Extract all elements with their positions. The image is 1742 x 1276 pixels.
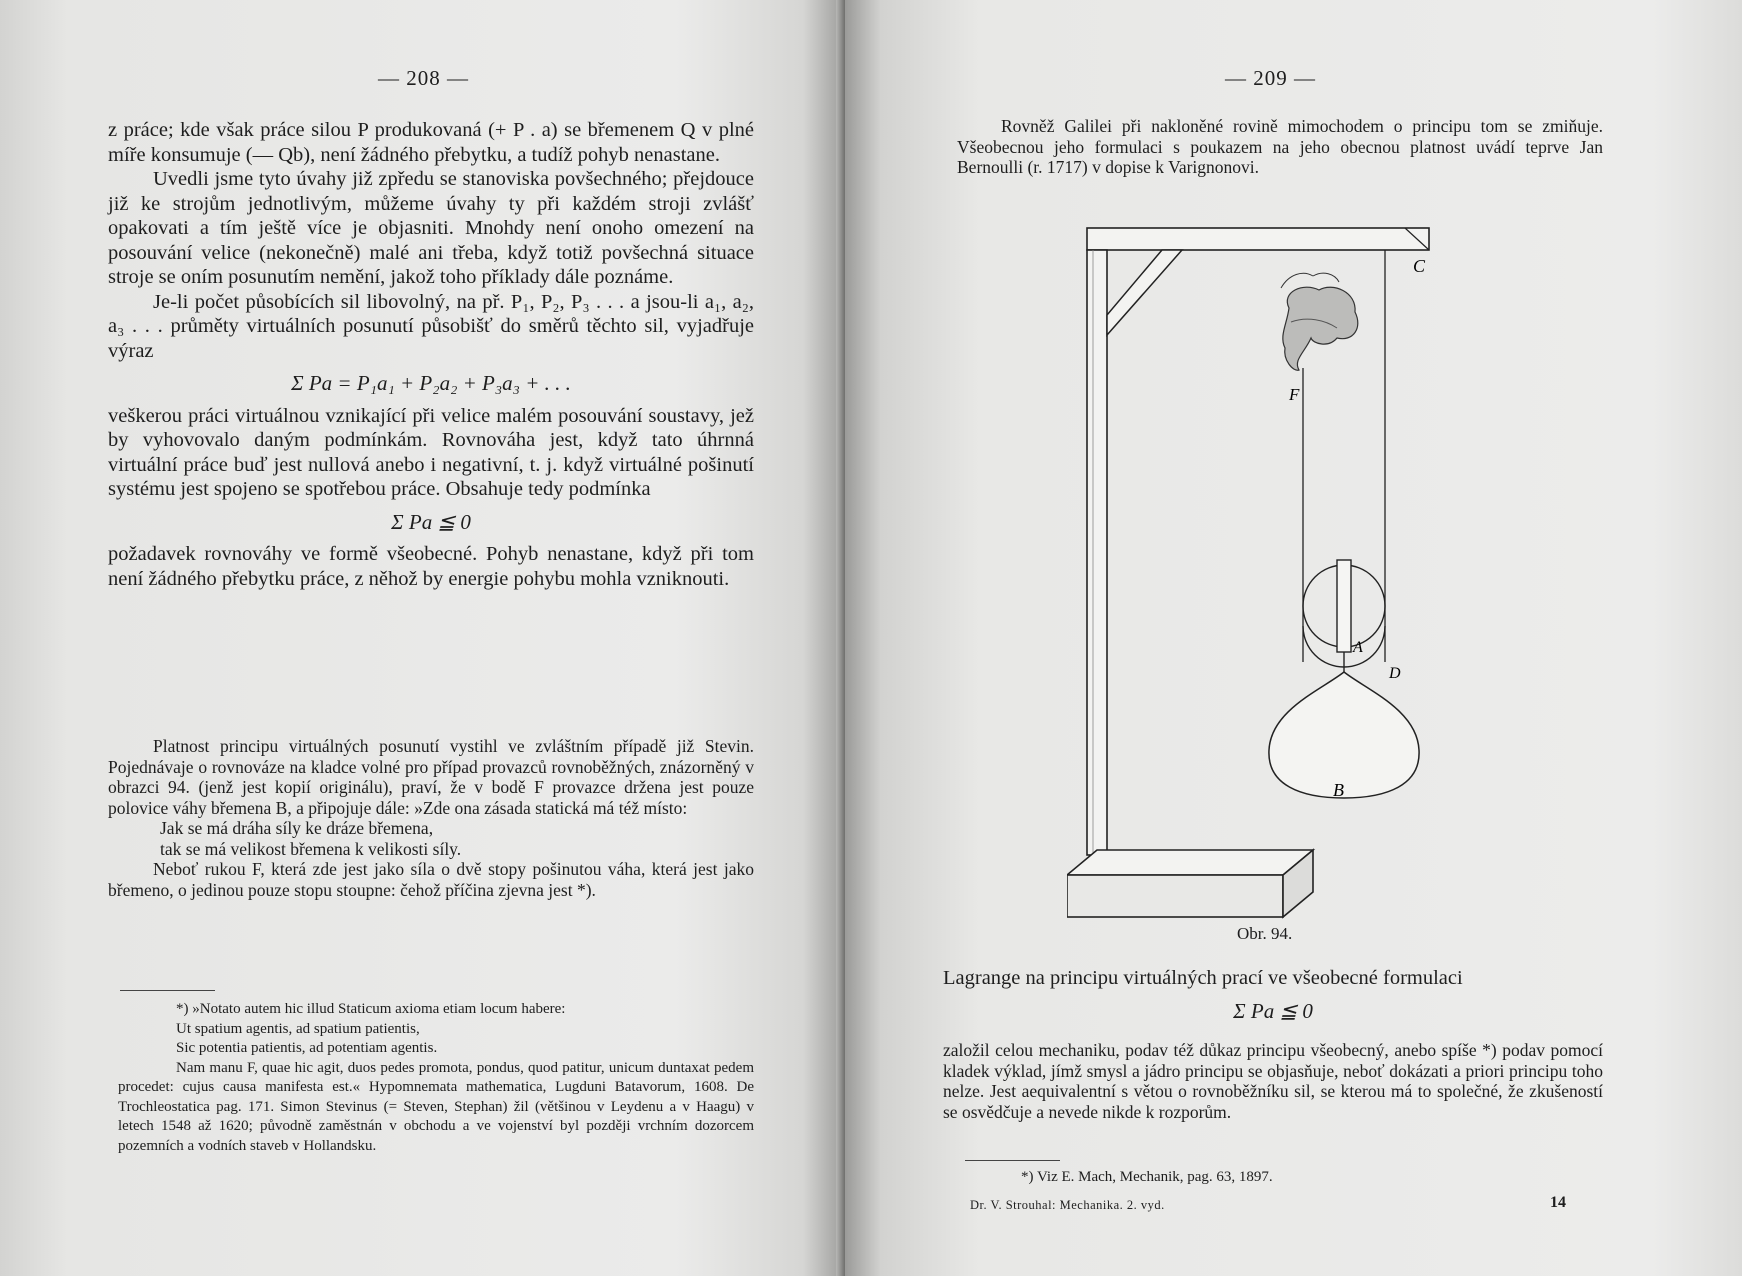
- base-block-front: [1067, 875, 1283, 917]
- footnote-rule: [120, 990, 215, 991]
- footnote-line: *) »Notato autem hic illud Staticum axioma etiam locum habere:: [176, 1001, 566, 1017]
- label-c: C: [1413, 256, 1426, 276]
- paragraph: Neboť rukou F, která zde jest jako síla o dvě stopy pošinutou váha, která jest jako břemeno, o jedinou pouze stopu stoupne: čehož příčina zjevna jest *).: [108, 859, 754, 900]
- footnote-line: Ut spatium agentis, ad spatium patientis,: [176, 1020, 420, 1037]
- label-d: D: [1389, 665, 1401, 682]
- right-footnote: *) Viz E. Mach, Mechanik, pag. 63, 1897.: [1021, 1169, 1273, 1185]
- paragraph: Je-li počet působících sil libovolný, na př. P₁, P₂, P₃ . . . a jsou-li a₁, a₂, a₃ . . . průměty virtuálních posunutí působišť do směrů těchto sil, vyjadřuje výraz: [108, 290, 754, 362]
- paragraph: z práce; kde však práce silou P produkovaná (+ P . a) se břemenem Q v plné míře konsumuje (— Qb), není žádného přebytku, a tudíž pohyb nenastane.: [108, 119, 754, 166]
- label-b: B: [1333, 780, 1344, 800]
- left-page-small-text: [108, 736, 754, 900]
- left-page: [0, 0, 845, 1276]
- verse-line: Jak se má dráha síly ke dráze břemena,: [160, 818, 434, 838]
- gallows-post: [1087, 250, 1107, 855]
- base-block-top: [1067, 850, 1313, 875]
- footnote-rule: [965, 1160, 1060, 1161]
- pulley-strap: [1337, 560, 1351, 652]
- right-page-body: [943, 966, 1603, 1029]
- imprint-line: Dr. V. Strouhal: Mechanika. 2. vyd.: [970, 1198, 1165, 1212]
- verse-line: tak se má velikost břemena k velikosti síly.: [160, 838, 462, 859]
- paragraph: Uvedli jsme tyto úvahy již zpředu se stanoviska povšechného; přejdouce již ke strojům jednotlivým, můžeme úvahy ty při každém stroji zvlášť opakovati a tím ještě více je objasniti. Mnohdy není onoho omezení na posouvání velice (nekonečně) malé ani třeba, když totiž povšechná situace stroje se oním posunutím nemění, jakož toho příklady dále poznáme.: [108, 168, 754, 288]
- paragraph: veškerou práci virtuálnou vznikající při velice malém posouvání soustavy, jež by vyhovovalo daným podmínkám. Rovnováha jest, když tato úhrnná virtuální práce buď jest nullová anebo i negativní, t. j. když virtuálné pošinutí systému jest spojeno se spotřebou práce. Obsahuje tedy podmínka: [108, 404, 754, 500]
- gallows-top-beam: [1087, 228, 1429, 250]
- figure-94-pulley: [1067, 220, 1487, 920]
- paragraph: Platnost principu virtuálných posunutí vystihl ve zvláštním případě již Stevin. Pojednávaje o rovnováze na kladce volné pro případ provazců rovnoběžných, znázorněný v obrazci 94. (jenž jest kopií originálu), praví, že v bodě F provazce držena jest pouze polovice váhy břemena B, a připojuje dále: »Zde ona zásada statická má též místo:: [108, 736, 754, 818]
- right-page-paragraph: založil celou mechaniku, podav též důkaz principu všeobecný, anebo spíše *) podav pomocí kladek výklad, jímž smysl a jádro principu se objasňuje, neboť dokázati a priori principu toho nelze. Jest aequivalentní s větou o rovnoběžníku sil, se kterou má to společné, že zkušeností se osvědčuje a nevede nikde k rozporům.: [943, 1040, 1603, 1122]
- diagonal-brace: [1107, 250, 1182, 335]
- weight-bag: [1269, 672, 1419, 798]
- formula-lagrange: Σ Pa ≦ 0: [1233, 998, 1313, 1023]
- page-number-right: — 209 —: [1225, 66, 1316, 90]
- formula-equilibrium-condition: Σ Pa ≦ 0: [391, 509, 471, 534]
- left-page-body: [108, 118, 754, 591]
- sheet-number: 14: [1550, 1194, 1566, 1211]
- page-number-left: — 208 —: [378, 66, 469, 90]
- label-a: A: [1353, 639, 1363, 656]
- figure-caption: Obr. 94.: [1237, 924, 1293, 943]
- paragraph: Lagrange na principu virtuálných prací ve všeobecné formulaci: [943, 967, 1463, 989]
- intro-paragraph: Rovněž Galilei při nakloněné rovině mimochodem o principu tom se zmiňuje. Všeobecnou jeho formulaci s poukazem na jeho obecnou platnost uvádí teprve Jan Bernoulli (r. 1717) v dopise k Varignonovi.: [957, 116, 1603, 177]
- left-footnote: [118, 1000, 754, 1156]
- right-page: [845, 0, 1742, 1276]
- paragraph: požadavek rovnováhy ve formě všeobecné. Pohyb nenastane, když při tom není žádného přebytku práce, z něhož by energie pohybu mohla vzniknouti.: [108, 543, 754, 590]
- formula-virtual-work-sum: Σ Pa = P₁a₁ + P₂a₂ + P₃a₃ + . . .: [291, 371, 571, 395]
- hand-icon: [1281, 273, 1358, 370]
- footnote-line: Nam manu F, quae hic agit, duos pedes promota, pondus, quod patitur, unicum duntaxat pedem procedet: cujus causa manifesta est.« Hypomnemata mathematica, Lugduni Batavorum, 1608. De Trochleostatica pag. 171. Simon Stevinus (= Steven, Stephan) žil (většinou v Leydenu a v Haagu) v letech 1548 až 1620; původně zaměstnán v obchodu a ve vojenství byl později vrchním dozorcem pozemních a vodních staveb v Hollandsku.: [118, 1059, 754, 1154]
- footnote-line: Sic potentia patientis, ad potentiam agentis.: [176, 1040, 438, 1056]
- label-f: F: [1289, 385, 1300, 404]
